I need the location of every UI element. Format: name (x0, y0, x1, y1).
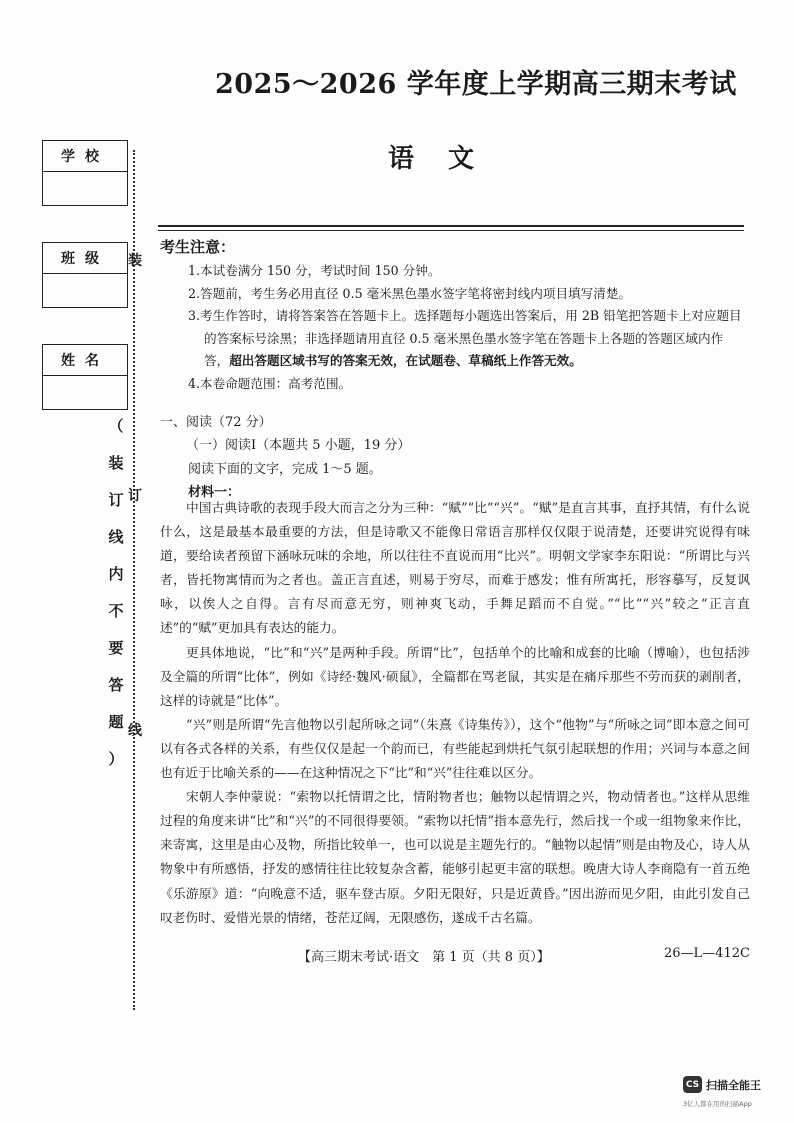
camscanner-icon: CS (683, 1076, 702, 1093)
school-field (43, 172, 127, 205)
binding-cut-line (133, 150, 135, 1010)
instruction: 阅读下面的文字，完成 1～5 题。 (188, 462, 382, 477)
cut-char: 线 (128, 723, 142, 739)
scanner-tagline: 3亿人都在用的扫描App (683, 1100, 752, 1108)
header-rule-thin (158, 230, 744, 231)
material-label: 材料一： (188, 485, 241, 500)
warning-char: 装 (108, 454, 124, 472)
school-label: 学校 (43, 141, 127, 172)
school-box (42, 140, 128, 206)
subsection-heading: （一）阅读Ⅰ（本题共 5 小题，19 分） (186, 438, 411, 453)
class-label: 班级 (43, 243, 127, 274)
warning-char: 线 (108, 528, 124, 546)
name-field (43, 376, 127, 409)
passage-paragraph: 更具体地说，“比”和“兴”是两种手段。所谓“比”，包括单个的比喻和成套的比喻（博喻），也包括涉及全篇的所谓“比体”，例如《诗经·魏风·硕鼠》，全篇都在骂老鼠，其实是在痛斥那些不劳而获的剥削者，这样的诗就是“比体”。 (160, 644, 750, 708)
subject-title: 语文 (388, 144, 509, 174)
notice-item (188, 305, 748, 373)
binding-warning (106, 415, 126, 785)
notice-list (188, 260, 748, 395)
warning-char: 题 (108, 713, 124, 731)
notice-item: 4.本卷命题范围：高考范围。 (188, 375, 352, 391)
warning-char: 内 (108, 565, 124, 583)
passage-paragraph: 宋朝人李仲蒙说：“索物以托情谓之比，情附物者也；触物以起情谓之兴，物动情者也。”这样从思维过程的角度来讲“比”和“兴”的不同很得要领。“索物以托情”指本意先行，然后找一个或一组物象来作比，来寄寓，这里是由心及物，所指比较单一，也可以说是主题先行的。“触物以起情”则是由物及心，诗人从物象中有所感悟，抒发的感情往往比较复杂含蓄，能够引起更丰富的联想。晚唐大诗人李商隐有一首五绝《乐游原》道：“向晚意不适，驱车登古原。夕阳无限好，只是近黄昏。”因出游而见夕阳，由此引发自己叹老伤时、爱惜光景的情绪，苍茫辽阔，无限感伤，遂成千古名篇。 (160, 789, 750, 925)
notice-item: 1.本试卷满分 150 分，考试时间 150 分钟。 (188, 263, 441, 278)
notice-heading: 考生注意： (160, 238, 236, 256)
class-field (43, 274, 127, 307)
notice-emphasis: 超出答题区域书写的答案无效，在试题卷、草稿纸上作答无效。 (229, 353, 582, 368)
exam-title: 2025～2026 学年度上学期高三期末考试 (215, 69, 737, 100)
warning-char: 要 (108, 639, 124, 657)
warning-char: ） (108, 750, 124, 768)
notice-item-text: 3.考生作答时，请将答案答在答题卡上。选择题每小题选出答案后，用 2B 铅笔把答题卡上对应题目的答案标号涂黑；非选择题请用直径 0.5 毫米黑色墨水签字笔在答题卡上各题的答题区域内作答， (188, 308, 742, 368)
scanner-badge (683, 1076, 761, 1093)
header-rule (158, 225, 744, 227)
name-label: 姓名 (43, 345, 127, 376)
passage (160, 496, 750, 930)
warning-char: 不 (108, 602, 124, 620)
warning-char: 答 (108, 676, 124, 694)
notice-item: 2.答题前，考生务必用直径 0.5 毫米黑色墨水签字笔将密封线内项目填写清楚。 (188, 285, 632, 301)
section-heading: 一、阅读（72 分） (160, 415, 272, 430)
exam-code: 26—L—412C (664, 946, 750, 961)
passage-paragraph: 中国古典诗歌的表现手段大而言之分为三种：“赋”“比”“兴”。“赋”是直言其事，直抒其情，有什么说什么，这是最基本最重要的方法，但是诗歌又不能像日常语言那样仅仅限于说清楚，还要讲究说得有味道，要给读者预留下涵咏玩味的余地，所以往往不直说而用“比兴”。明朝文学家李东阳说：“所谓比与兴者，皆托物寓情而为之者也。盖正言直述，则易于穷尽，而难于感发；惟有所寓托，形容摹写，反复讽咏，以俟人之自得。言有尽而意无穷，则神爽飞动，手舞足蹈而不自觉。”“比”“兴”较之“正言直述”的“赋”更加具有表达的能力。 (160, 500, 750, 636)
scanner-name: 扫描全能王 (706, 1078, 761, 1092)
cut-char: 订 (128, 488, 142, 504)
class-box (42, 242, 128, 308)
cut-char: 装 (128, 253, 142, 269)
page-footer: 【高三期末考试·语文 第 1 页（共 8 页）】 (298, 950, 550, 965)
name-box (42, 344, 128, 410)
warning-char: 订 (108, 491, 124, 509)
passage-paragraph: “兴”则是所谓“先言他物以引起所咏之词”（朱熹《诗集传》），这个“他物”与“所咏之词”即本意之间可以有各式各样的关系，有些仅仅是起一个韵而已，有些能起到烘托气氛引起联想的作用；兴词与本意之间也有近于比喻关系的——在这种情况之下“比”和“兴”往往难以区分。 (160, 716, 750, 781)
warning-char: （ (108, 417, 124, 435)
